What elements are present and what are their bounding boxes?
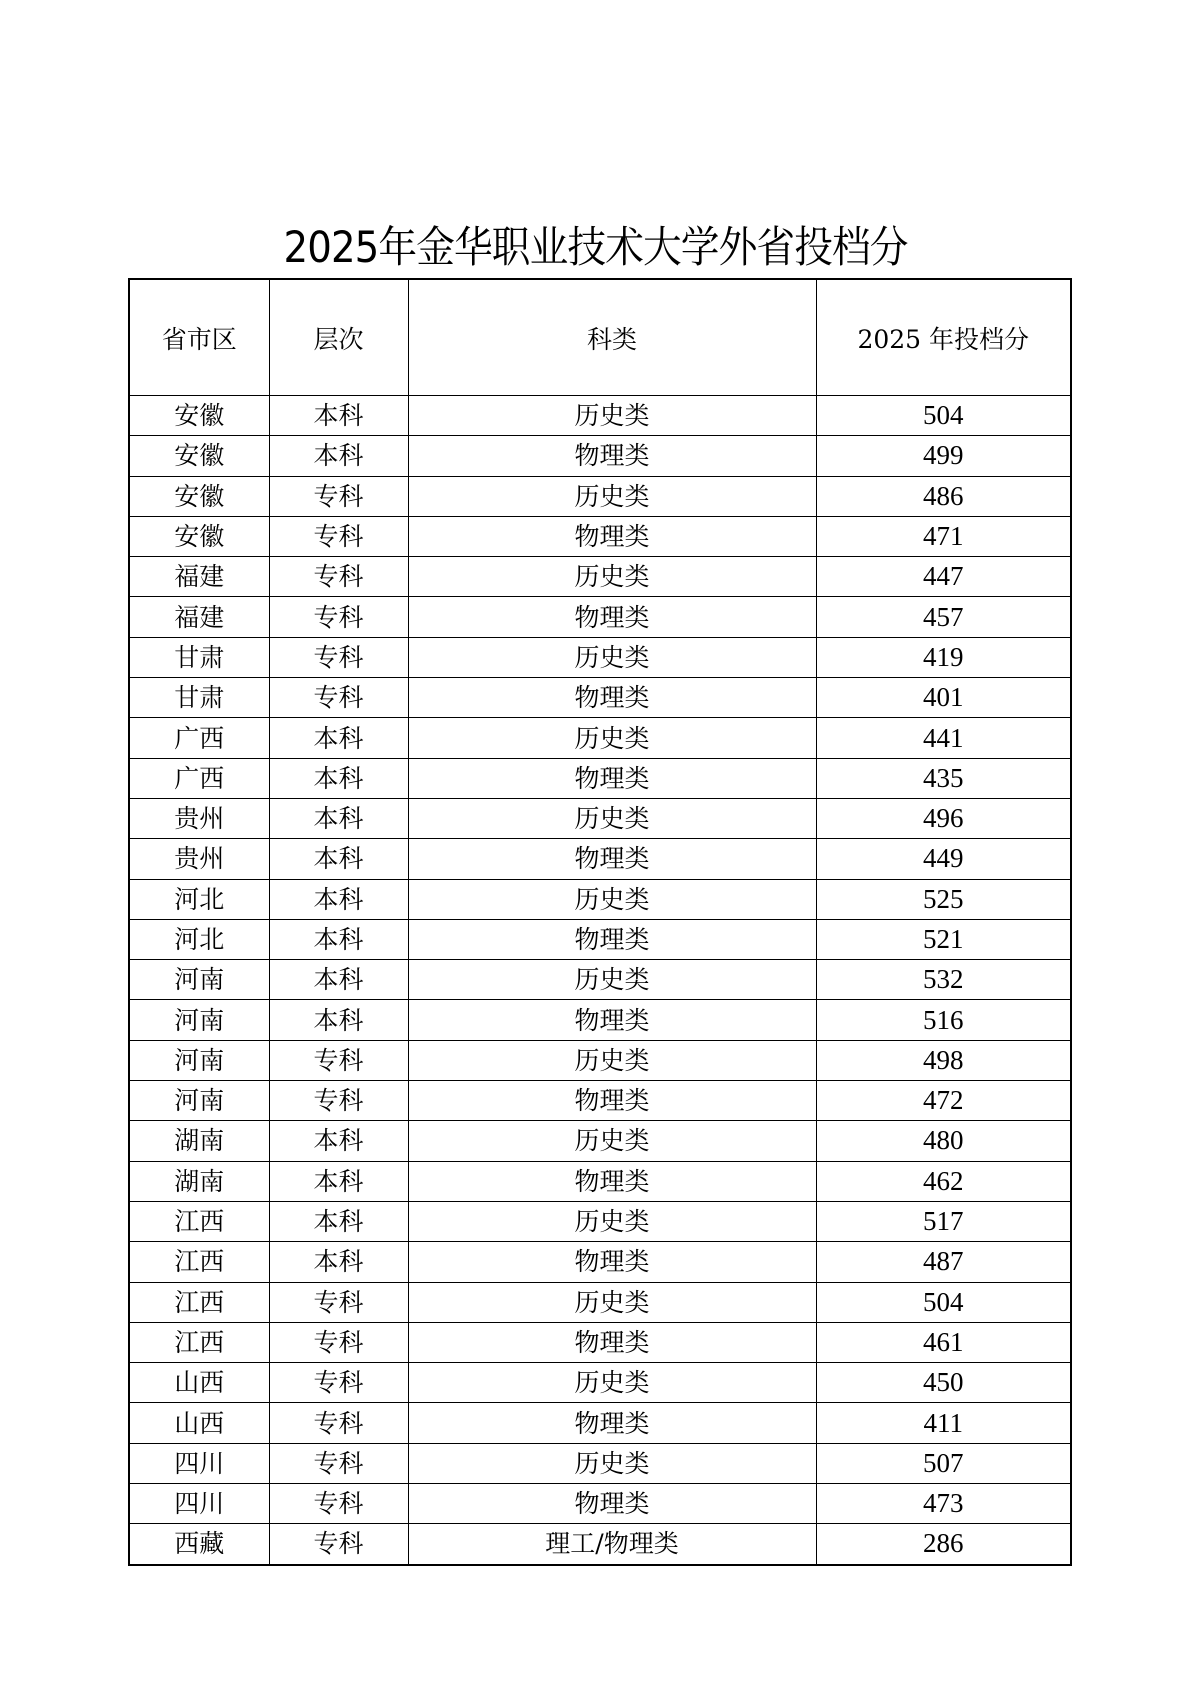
cell-subject-category: 历史类 xyxy=(408,879,816,919)
header-province: 省市区 xyxy=(129,279,269,396)
cell-score: 419 xyxy=(816,637,1071,677)
cell-province: 河南 xyxy=(129,1000,269,1040)
cell-level: 本科 xyxy=(269,1000,408,1040)
table-row xyxy=(129,1000,1071,1040)
cell-province: 河南 xyxy=(129,960,269,1000)
header-level: 层次 xyxy=(269,279,408,396)
cell-level: 本科 xyxy=(269,1121,408,1161)
cell-province: 四川 xyxy=(129,1484,269,1524)
cell-province: 江西 xyxy=(129,1322,269,1362)
cell-province: 广西 xyxy=(129,718,269,758)
cell-level: 专科 xyxy=(269,1282,408,1322)
cell-province: 江西 xyxy=(129,1201,269,1241)
cell-subject-category: 历史类 xyxy=(408,1201,816,1241)
cell-level: 本科 xyxy=(269,718,408,758)
cell-level: 本科 xyxy=(269,1161,408,1201)
cell-subject-category: 物理类 xyxy=(408,516,816,556)
cell-province: 安徽 xyxy=(129,476,269,516)
table-row xyxy=(129,839,1071,879)
cell-score: 480 xyxy=(816,1121,1071,1161)
table-row xyxy=(129,557,1071,597)
table-row xyxy=(129,476,1071,516)
cell-province: 江西 xyxy=(129,1242,269,1282)
table-row xyxy=(129,718,1071,758)
table-row xyxy=(129,436,1071,476)
cell-score: 447 xyxy=(816,557,1071,597)
cell-score: 457 xyxy=(816,597,1071,637)
cell-subject-category: 物理类 xyxy=(408,1161,816,1201)
document-title: 2025年金华职业技术大学外省投档分 xyxy=(283,223,908,273)
cell-province: 河北 xyxy=(129,879,269,919)
cell-province: 福建 xyxy=(129,597,269,637)
cell-score: 507 xyxy=(816,1443,1071,1483)
table-row xyxy=(129,1443,1071,1483)
cell-level: 专科 xyxy=(269,678,408,718)
cell-subject-category: 物理类 xyxy=(408,1242,816,1282)
cell-level: 本科 xyxy=(269,879,408,919)
cell-province: 甘肃 xyxy=(129,678,269,718)
cell-province: 贵州 xyxy=(129,798,269,838)
cell-subject-category: 物理类 xyxy=(408,436,816,476)
cell-level: 本科 xyxy=(269,839,408,879)
cell-level: 专科 xyxy=(269,516,408,556)
cell-score: 286 xyxy=(816,1524,1071,1565)
table-row xyxy=(129,1484,1071,1524)
cell-level: 专科 xyxy=(269,1322,408,1362)
cell-province: 安徽 xyxy=(129,436,269,476)
cell-subject-category: 历史类 xyxy=(408,960,816,1000)
cell-level: 专科 xyxy=(269,597,408,637)
table-row xyxy=(129,1201,1071,1241)
table-row xyxy=(129,798,1071,838)
cell-score: 473 xyxy=(816,1484,1071,1524)
table-row xyxy=(129,396,1071,436)
cell-province: 广西 xyxy=(129,758,269,798)
cell-level: 本科 xyxy=(269,396,408,436)
cell-score: 486 xyxy=(816,476,1071,516)
cell-province: 山西 xyxy=(129,1403,269,1443)
cell-level: 专科 xyxy=(269,1403,408,1443)
cell-subject-category: 历史类 xyxy=(408,1040,816,1080)
cell-score: 441 xyxy=(816,718,1071,758)
cell-score: 487 xyxy=(816,1242,1071,1282)
table-row xyxy=(129,1363,1071,1403)
table-row xyxy=(129,1161,1071,1201)
cell-score: 496 xyxy=(816,798,1071,838)
table-body xyxy=(129,396,1071,1565)
cell-province: 福建 xyxy=(129,557,269,597)
table-header-row xyxy=(129,279,1071,396)
cell-subject-category: 物理类 xyxy=(408,758,816,798)
cell-province: 西藏 xyxy=(129,1524,269,1565)
cell-province: 湖南 xyxy=(129,1161,269,1201)
cell-level: 专科 xyxy=(269,476,408,516)
cell-subject-category: 历史类 xyxy=(408,476,816,516)
table-row xyxy=(129,1242,1071,1282)
table-row xyxy=(129,1403,1071,1443)
cell-level: 本科 xyxy=(269,960,408,1000)
cell-province: 四川 xyxy=(129,1443,269,1483)
table-row xyxy=(129,1524,1071,1565)
cell-level: 专科 xyxy=(269,557,408,597)
cell-score: 472 xyxy=(816,1081,1071,1121)
cell-score: 462 xyxy=(816,1161,1071,1201)
table-row xyxy=(129,1121,1071,1161)
cell-province: 江西 xyxy=(129,1282,269,1322)
cell-level: 本科 xyxy=(269,1242,408,1282)
table-row xyxy=(129,597,1071,637)
cell-province: 河北 xyxy=(129,919,269,959)
table-row xyxy=(129,960,1071,1000)
cell-province: 甘肃 xyxy=(129,637,269,677)
cell-level: 本科 xyxy=(269,758,408,798)
cell-score: 517 xyxy=(816,1201,1071,1241)
cell-score: 411 xyxy=(816,1403,1071,1443)
cell-score: 499 xyxy=(816,436,1071,476)
cell-score: 521 xyxy=(816,919,1071,959)
cell-province: 河南 xyxy=(129,1040,269,1080)
cell-level: 专科 xyxy=(269,637,408,677)
cell-province: 河南 xyxy=(129,1081,269,1121)
cell-province: 山西 xyxy=(129,1363,269,1403)
cell-level: 专科 xyxy=(269,1040,408,1080)
cell-province: 安徽 xyxy=(129,516,269,556)
cell-score: 435 xyxy=(816,758,1071,798)
cell-score: 498 xyxy=(816,1040,1071,1080)
cell-subject-category: 历史类 xyxy=(408,718,816,758)
cell-subject-category: 历史类 xyxy=(408,637,816,677)
cell-score: 504 xyxy=(816,1282,1071,1322)
cell-subject-category: 物理类 xyxy=(408,839,816,879)
cell-subject-category: 历史类 xyxy=(408,1121,816,1161)
cell-level: 专科 xyxy=(269,1524,408,1565)
cell-subject-category: 物理类 xyxy=(408,1081,816,1121)
cell-level: 专科 xyxy=(269,1081,408,1121)
cell-subject-category: 物理类 xyxy=(408,1000,816,1040)
table-row xyxy=(129,1040,1071,1080)
cell-province: 贵州 xyxy=(129,839,269,879)
cell-subject-category: 历史类 xyxy=(408,798,816,838)
cell-level: 专科 xyxy=(269,1443,408,1483)
cell-province: 湖南 xyxy=(129,1121,269,1161)
header-subject-category: 科类 xyxy=(408,279,816,396)
cell-subject-category: 历史类 xyxy=(408,1282,816,1322)
cell-score: 504 xyxy=(816,396,1071,436)
cell-subject-category: 历史类 xyxy=(408,396,816,436)
table-row xyxy=(129,678,1071,718)
cell-province: 安徽 xyxy=(129,396,269,436)
cell-score: 516 xyxy=(816,1000,1071,1040)
cell-score: 525 xyxy=(816,879,1071,919)
cell-level: 本科 xyxy=(269,798,408,838)
cell-subject-category: 物理类 xyxy=(408,597,816,637)
cell-subject-category: 历史类 xyxy=(408,557,816,597)
table-row xyxy=(129,516,1071,556)
cell-subject-category: 物理类 xyxy=(408,678,816,718)
table-row xyxy=(129,1322,1071,1362)
cell-level: 本科 xyxy=(269,436,408,476)
table-row xyxy=(129,1282,1071,1322)
admission-score-table xyxy=(128,278,1072,1566)
table-row xyxy=(129,919,1071,959)
cell-score: 401 xyxy=(816,678,1071,718)
cell-level: 专科 xyxy=(269,1484,408,1524)
cell-subject-category: 物理类 xyxy=(408,1484,816,1524)
cell-subject-category: 历史类 xyxy=(408,1443,816,1483)
cell-score: 449 xyxy=(816,839,1071,879)
table-row xyxy=(129,1081,1071,1121)
cell-subject-category: 物理类 xyxy=(408,919,816,959)
cell-subject-category: 历史类 xyxy=(408,1363,816,1403)
cell-level: 专科 xyxy=(269,1363,408,1403)
table-row xyxy=(129,758,1071,798)
cell-subject-category: 物理类 xyxy=(408,1403,816,1443)
cell-level: 本科 xyxy=(269,1201,408,1241)
table-row xyxy=(129,879,1071,919)
cell-score: 461 xyxy=(816,1322,1071,1362)
header-score: 2025 年投档分 xyxy=(816,279,1071,396)
cell-score: 471 xyxy=(816,516,1071,556)
cell-subject-category: 物理类 xyxy=(408,1322,816,1362)
cell-subject-category: 理工/物理类 xyxy=(408,1524,816,1565)
table-row xyxy=(129,637,1071,677)
cell-level: 本科 xyxy=(269,919,408,959)
cell-score: 532 xyxy=(816,960,1071,1000)
cell-score: 450 xyxy=(816,1363,1071,1403)
